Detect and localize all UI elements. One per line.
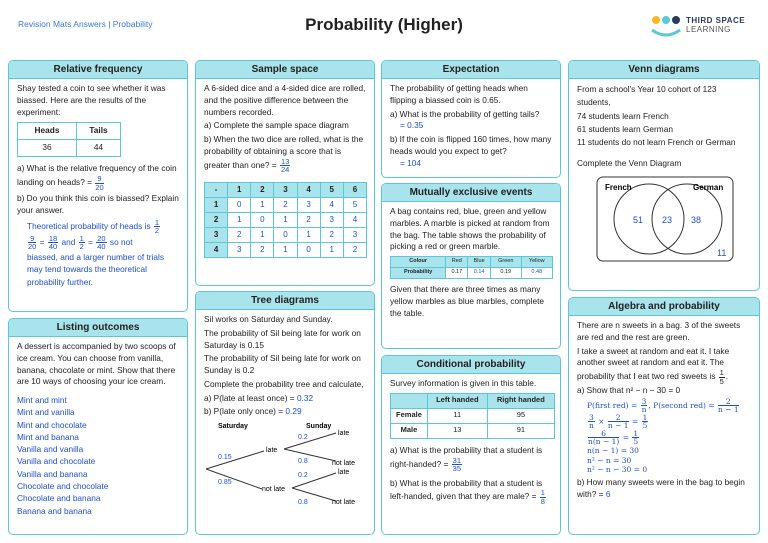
table-cell: 1 — [228, 212, 251, 227]
text-line: Complete the probability tree and calculate, — [204, 378, 364, 389]
text-line: The probability of Sil being late for work on Sunday is 0.2 — [204, 353, 361, 376]
question-b: b) Do you think this coin is biassed? Explain your answer. — [17, 193, 179, 215]
answer-fraction: $\frac{9}{20}$ — [95, 174, 104, 192]
row-header: 3 — [205, 227, 228, 242]
table-cell: 0.17 — [446, 268, 468, 279]
list-item: Mint and banana — [17, 431, 79, 442]
panel-title: Tree diagrams — [196, 292, 374, 310]
question-b: b) What is the probability that a student is left-handed, given that they are male? = $\frac{1}{8}$ — [390, 477, 545, 506]
branch-line — [206, 451, 264, 469]
table-cell: 4 — [343, 212, 366, 227]
question-a: a) Complete the sample space diagram — [204, 120, 349, 131]
panel-title: Expectation — [382, 61, 560, 79]
outcomes-list — [17, 394, 179, 517]
row-header: 4 — [205, 242, 228, 257]
intro-text: There are n sweets in a bag. 3 of the sweets are red and the rest are green. — [577, 320, 741, 342]
table-row — [391, 423, 555, 438]
list-item: Chocolate and chocolate — [17, 480, 109, 491]
table-header: Probability — [391, 268, 446, 279]
probability-label: 0.85 — [218, 479, 232, 487]
table-corner: - — [205, 182, 228, 197]
intro-text: A dessert is accompanied by two scoops of ice cream. You can choose from vanilla, banana, chocolate or mint. Show that there are 10 ways of choosing your ice cream. — [17, 341, 176, 387]
table-header: Tails — [77, 123, 121, 140]
sunday-label: Sunday — [306, 423, 332, 431]
text-line: 11 students do not learn French or German — [577, 137, 736, 148]
probability-label: 0.2 — [298, 472, 308, 480]
row-header: Female — [391, 408, 428, 423]
venn-diagrams-panel — [568, 60, 760, 291]
table-row — [205, 212, 367, 227]
table-cell: 0 — [251, 212, 274, 227]
list-item: Mint and vanilla — [17, 407, 75, 418]
column-header: 6 — [343, 182, 366, 197]
table-cell: 2 — [343, 242, 366, 257]
table-cell: 13 — [427, 423, 487, 438]
table-row — [205, 227, 367, 242]
table-cell: 2 — [320, 227, 343, 242]
table-cell: 3 — [343, 227, 366, 242]
text-line: From a school's Year 10 cohort of 123 students, — [577, 84, 717, 108]
panel-title: Algebra and probability — [569, 298, 759, 316]
row-header: Male — [391, 423, 428, 438]
venn-diagram — [577, 173, 753, 265]
marble-probability-table — [390, 256, 553, 279]
column-header: 5 — [320, 182, 343, 197]
question-b: b) P(late only once) = 0.29 — [204, 406, 302, 417]
table-cell: 0 — [274, 227, 297, 242]
panel-title: Mutually exclusive events — [382, 184, 560, 202]
table-header — [391, 393, 428, 408]
panel-title: Relative frequency — [9, 61, 187, 79]
table-row — [391, 408, 555, 423]
table-cell: 1 — [274, 242, 297, 257]
table-cell: 3 — [228, 242, 251, 257]
algebra-probability-panel — [568, 297, 760, 535]
list-item: Mint and mint — [17, 395, 67, 406]
question-a: a) What is the probability that a student is right-handed? = $\frac{31}{35}$ — [390, 444, 543, 474]
table-cell: 44 — [77, 140, 121, 157]
question-b: b) If the coin is flipped 160 times, how many heads would you expect to get? — [390, 134, 552, 156]
mutually-exclusive-panel — [381, 183, 561, 349]
question-b: b) How many sweets were in the bag to begin with? = 6 — [577, 477, 745, 499]
logo — [650, 14, 760, 40]
probability-label: 0.8 — [298, 499, 308, 507]
branch-line — [284, 433, 336, 449]
intro-text: Shay tested a coin to see whether it was biassed. Here are the results of the experiment: — [17, 83, 166, 117]
question-a: a) Show that n² − n − 30 = 0 — [577, 385, 681, 396]
question-b: b) When the two dice are rolled, what is the probability of obtaining a score that is greater than one? = $\frac{13}{24}$ — [204, 134, 364, 175]
text-line: The probability of Sil being late for work on Saturday is 0.15 — [204, 327, 361, 350]
expectation-panel — [381, 60, 561, 178]
panel-title: Sample space — [196, 61, 374, 79]
table-header: Left handed — [427, 393, 487, 408]
german-label: German — [693, 182, 724, 192]
table-cell: 5 — [343, 197, 366, 212]
list-item: Mint and chocolate — [17, 419, 87, 430]
branch-line — [284, 449, 336, 461]
table-cell: 0.14 — [468, 268, 491, 279]
answer-fraction: $\frac{31}{35}$ — [452, 455, 462, 474]
list-item: Vanilla and banana — [17, 468, 88, 479]
french-circle — [614, 184, 684, 254]
french-label: French — [605, 182, 632, 192]
intro-text: A bag contains red, blue, green and yellow marbles. A marble is picked at random from the bag. The table shows the probability of picking a red or green marble. — [390, 206, 550, 252]
question-a: a) P(late at least once) = 0.32 — [204, 392, 314, 403]
table-cell: 4 — [320, 197, 343, 212]
table-cell: 2 — [274, 197, 297, 212]
probability-tree — [204, 421, 368, 507]
table-cell: 0 — [297, 242, 320, 257]
table-cell: 2 — [228, 227, 251, 242]
outcome-label: not late — [332, 460, 355, 468]
table-cell: 1 — [251, 227, 274, 242]
sample-space-table — [204, 182, 367, 258]
table-header: Green — [490, 257, 521, 268]
logo-icon — [650, 14, 682, 38]
text-line: 61 students learn German — [577, 123, 673, 134]
question-a: a) What is the relative frequency of the coin landing on heads? = $\frac{9}{20}$ — [17, 163, 177, 192]
outro-text: Given that there are three times as many yellow marbles as blue marbles, complete the table. — [390, 284, 545, 318]
row-header: 2 — [205, 212, 228, 227]
table-cell: 2 — [251, 242, 274, 257]
region-value: 38 — [691, 214, 702, 225]
table-row — [205, 197, 367, 212]
table-header: Colour — [391, 257, 446, 268]
branch-line — [206, 469, 262, 489]
outcome-label: not late — [332, 499, 355, 507]
table-header: Blue — [468, 257, 491, 268]
table-cell: 3 — [297, 197, 320, 212]
relative-frequency-panel — [8, 60, 188, 312]
question-a: a) What is the probability of getting tails? — [390, 108, 540, 119]
table-cell: 11 — [427, 408, 487, 423]
table-cell: 2 — [297, 212, 320, 227]
row-header: 1 — [205, 197, 228, 212]
text-line: 74 students learn French — [577, 110, 669, 121]
table-row — [205, 242, 367, 257]
region-value: 23 — [662, 214, 673, 225]
table-cell: 0.48 — [521, 268, 552, 279]
outcome-label: late — [338, 430, 350, 438]
list-item: Vanilla and vanilla — [17, 444, 84, 455]
table-cell: 1 — [274, 212, 297, 227]
intro-text: Survey information is given in this table. — [390, 378, 537, 388]
probability-label: 0.15 — [218, 454, 232, 462]
panel-title: Venn diagrams — [569, 61, 759, 79]
outcome-label: late — [266, 447, 278, 455]
table-cell: 91 — [487, 423, 554, 438]
answer-fraction: $\frac{13}{24}$ — [280, 156, 290, 175]
working-a: P(first red) = $\frac{3}{n}$ , P(second red) = $\frac{2}{n - 1}$ $\frac{3}{n}$ × $\frac{2}{n - 1}$ = $\frac{1}{5}$ $\frac{6}{n(n - 1)}$ = $\frac{1}{5}$ n(n − 1) = 30 n² − n = 30 n² − n − 30 = 0 — [587, 396, 739, 475]
table-cell: 0 — [228, 197, 251, 212]
table-cell: 1 — [320, 242, 343, 257]
table-header: Red — [446, 257, 468, 268]
listing-outcomes-panel — [8, 318, 188, 535]
column-header: 3 — [274, 182, 297, 197]
region-value: 51 — [633, 214, 644, 225]
list-item: Banana and banana — [17, 505, 92, 516]
table-cell: 0.19 — [490, 268, 521, 279]
answer-a: = 0.35 — [400, 120, 424, 131]
table-header: Heads — [18, 123, 77, 140]
table-cell: 3 — [320, 212, 343, 227]
breadcrumb-link[interactable]: Revision Mats Answers | Probability — [18, 19, 153, 29]
column-header: 1 — [228, 182, 251, 197]
text-line: Sil works on Saturday and Sunday. — [204, 314, 333, 324]
page-title: Probability (Higher) — [305, 15, 463, 34]
table-cell: 36 — [18, 140, 77, 157]
probability-label: 0.2 — [298, 434, 308, 442]
survey-table — [390, 393, 555, 439]
outcome-label: not late — [262, 486, 285, 494]
coin-results-table — [17, 122, 121, 157]
list-item: Chocolate and banana — [17, 493, 101, 504]
outcome-label: late — [338, 469, 350, 477]
table-header: Right handed — [487, 393, 554, 408]
answer-b: Theoretical probability of heads is $\frac{1}{2}$ $\frac{9}{20}$ = $\frac{18}{40}$ and $\frac{1}{2}$ = $\frac{20}{40}$ so not biassed, and a larger number of trials may tend towards the theoretical probability further. — [27, 217, 164, 287]
sample-space-panel — [195, 60, 375, 286]
answer-fraction: $\frac{1}{8}$ — [540, 488, 545, 506]
intro-text: A 6-sided dice and a 4-sided dice are rolled, and the positive difference between the numbers recorded. — [204, 83, 366, 117]
region-value: 11 — [717, 247, 727, 258]
panel-title: Conditional probability — [382, 356, 560, 374]
tree-diagrams-panel — [195, 291, 375, 535]
column-header: 2 — [251, 182, 274, 197]
text-line: Complete the Venn Diagram — [577, 158, 682, 169]
table-header: Yellow — [521, 257, 552, 268]
answer-b: = 104 — [400, 157, 421, 168]
saturday-label: Saturday — [218, 423, 248, 431]
table-cell: 95 — [487, 408, 554, 423]
column-header: 4 — [297, 182, 320, 197]
text-paragraph: I take a sweet at random and eat it. I take another sweet at random and eat it. The probability that I eat two red sweets is $\frac{1}{5}$ . — [577, 345, 730, 386]
intro-text: The probability of getting heads when flipping a biassed coin is 0.65. — [390, 83, 528, 105]
conditional-probability-panel — [381, 355, 561, 535]
table-cell: 1 — [297, 227, 320, 242]
logo-text: THIRD SPACE LEARNING — [686, 16, 746, 35]
list-item: Vanilla and chocolate — [17, 456, 96, 467]
panel-title: Listing outcomes — [9, 319, 187, 337]
table-cell: 1 — [251, 197, 274, 212]
probability-label: 0.8 — [298, 458, 308, 466]
